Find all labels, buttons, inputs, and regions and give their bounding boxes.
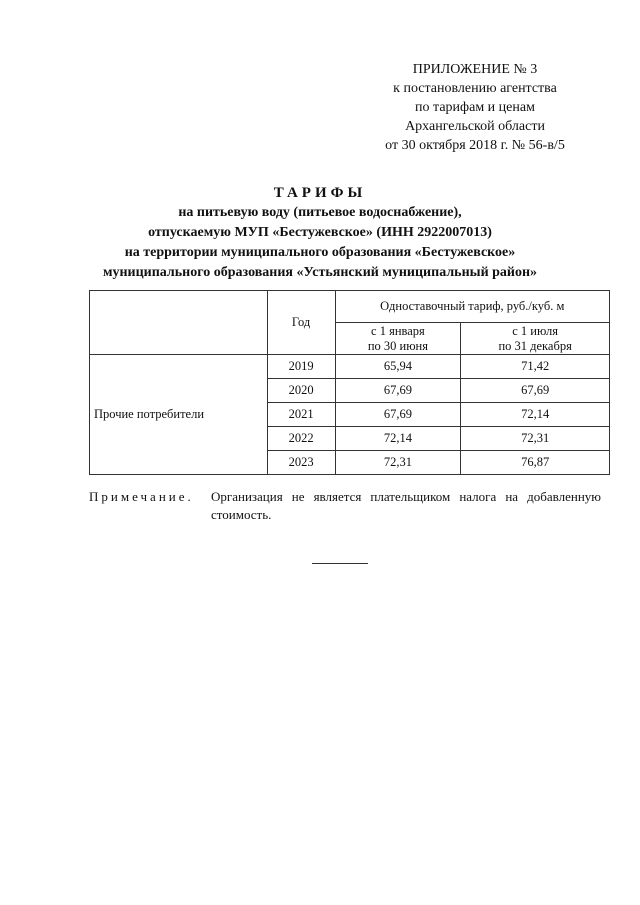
tariff-h1-cell: 67,69 bbox=[335, 379, 461, 403]
period-2-from: с 1 июля bbox=[512, 323, 559, 338]
tariff-table bbox=[89, 290, 610, 475]
tariff-h1-cell: 65,94 bbox=[335, 355, 461, 379]
end-divider bbox=[312, 563, 368, 564]
year-cell: 2023 bbox=[267, 451, 335, 475]
appendix-date: от 30 октября 2018 г. № 56-в/5 bbox=[385, 138, 565, 153]
title-line: на питьевую воду (питьевое водоснабжение), bbox=[178, 205, 462, 220]
tariff-h1-cell: 72,14 bbox=[335, 427, 461, 451]
tariff-h1-cell: 67,69 bbox=[335, 403, 461, 427]
note-label: Примечание. bbox=[89, 489, 194, 504]
consumer-header-cell bbox=[90, 291, 268, 355]
tariff-h2-cell: 71,42 bbox=[461, 355, 610, 379]
year-cell: 2019 bbox=[267, 355, 335, 379]
tariff-h2-cell: 72,31 bbox=[461, 427, 610, 451]
period-header-2 bbox=[461, 323, 610, 355]
document-title bbox=[60, 183, 580, 283]
consumer-cell: Прочие потребители bbox=[90, 355, 268, 475]
table-row bbox=[90, 355, 610, 379]
appendix-line: Архангельской области bbox=[405, 119, 545, 134]
tariff-header: Одноставочный тариф, руб./куб. м bbox=[335, 291, 609, 323]
title-line: муниципального образования «Устьянский муниципальный район» bbox=[102, 265, 538, 280]
title-line: отпускаемую МУП «Бестужевское» (ИНН 2922007013) bbox=[148, 225, 492, 240]
period-header-1 bbox=[335, 323, 461, 355]
tariff-h2-cell: 76,87 bbox=[461, 451, 610, 475]
year-cell: 2021 bbox=[267, 403, 335, 427]
appendix-line: по тарифам и ценам bbox=[415, 100, 535, 115]
title-line: на территории муниципального образования «Бестужевское» bbox=[124, 245, 516, 260]
appendix-header bbox=[360, 60, 590, 155]
tariff-h1-cell: 72,31 bbox=[335, 451, 461, 475]
title-main: ТАРИФЫ bbox=[273, 185, 367, 201]
tariff-h2-cell: 72,14 bbox=[461, 403, 610, 427]
period-1-from: с 1 января bbox=[371, 323, 425, 338]
year-header: Год bbox=[267, 291, 335, 355]
period-2-to: по 31 декабря bbox=[498, 338, 572, 353]
appendix-line: к постановлению агентства bbox=[393, 81, 557, 96]
appendix-number: ПРИЛОЖЕНИЕ № 3 bbox=[412, 62, 538, 77]
period-1-to: по 30 июня bbox=[367, 338, 428, 353]
tariff-h2-cell: 67,69 bbox=[461, 379, 610, 403]
note-text: Организация не является плательщиком налога на добавленную стоимость. bbox=[211, 489, 601, 522]
year-cell: 2020 bbox=[267, 379, 335, 403]
year-cell: 2022 bbox=[267, 427, 335, 451]
